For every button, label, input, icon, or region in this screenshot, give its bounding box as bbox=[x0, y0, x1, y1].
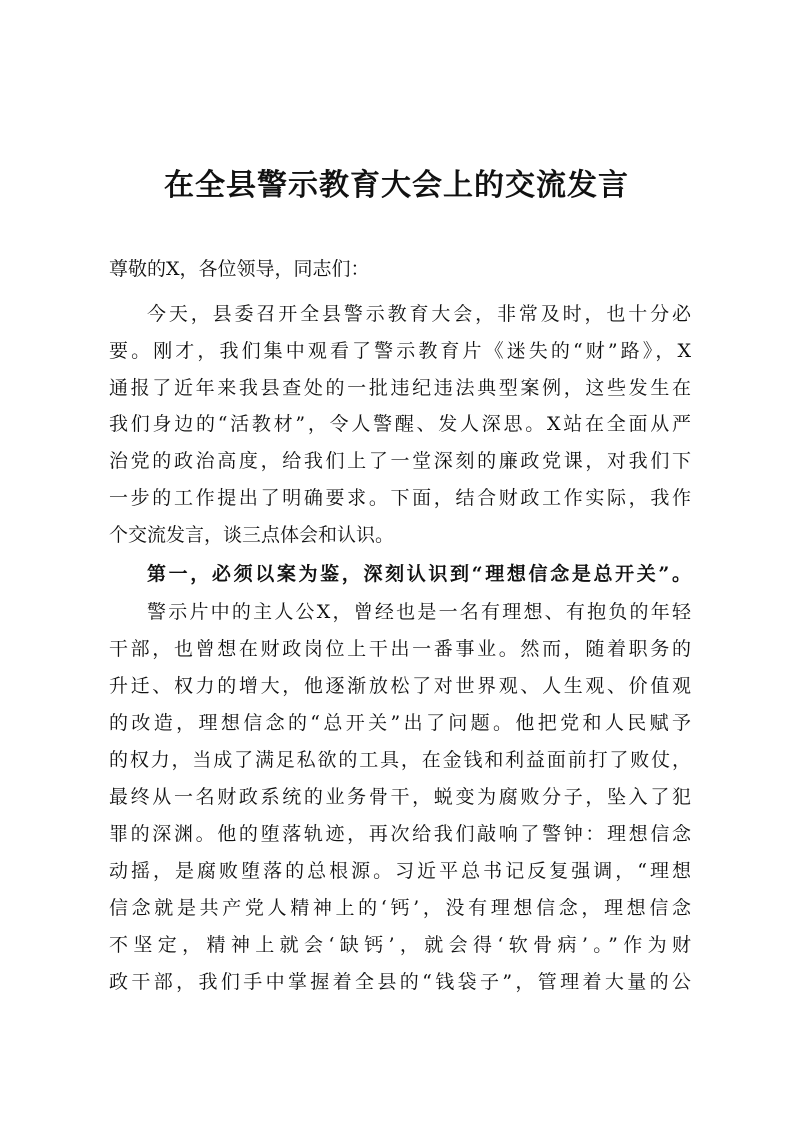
greeting: 尊敬的X，各位领导，同志们： bbox=[109, 258, 370, 280]
paragraph-line: 最终从一名财政系统的业务骨干，蜕变为腐败分子，坠入了犯 bbox=[109, 786, 691, 808]
paragraph-line: 的改造，理想信念的“总开关”出了问题。他把党和人民赋予 bbox=[109, 712, 691, 734]
paragraph-line: 今天，县委召开全县警示教育大会，非常及时，也十分必 bbox=[147, 303, 691, 325]
paragraph-line: 个交流发言，谈三点体会和认识。 bbox=[109, 524, 395, 546]
paragraph-line: 升迁、权力的增大，他逐渐放松了对世界观、人生观、价值观 bbox=[109, 675, 691, 697]
document-title: 在全县警示教育大会上的交流发言 bbox=[164, 168, 629, 203]
paragraph-line: 不坚定，精神上就会‘缺钙’，就会得‘软骨病’。”作为财 bbox=[109, 934, 691, 956]
paragraph-line: 我们身边的“活教材”，令人警醒、发人深思。X站在全面从严 bbox=[109, 413, 691, 435]
paragraph-line: 罪的深渊。他的堕落轨迹，再次给我们敲响了警钟：理想信念 bbox=[109, 823, 691, 845]
paragraph-line: 干部，也曾想在财政岗位上干出一番事业。然而，随着职务的 bbox=[109, 638, 691, 660]
paragraph-line: 动摇，是腐败堕落的总根源。习近平总书记反复强调，“理想 bbox=[109, 860, 691, 882]
paragraph-line: 通报了近年来我县查处的一批违纪违法典型案例，这些发生在 bbox=[109, 377, 691, 399]
paragraph-line: 一步的工作提出了明确要求。下面，结合财政工作实际，我作 bbox=[109, 487, 691, 509]
paragraph-line: 政干部，我们手中掌握着全县的“钱袋子”，管理着大量的公 bbox=[109, 971, 691, 993]
paragraph-line: 要。刚才，我们集中观看了警示教育片《迷失的“财”路》，X bbox=[109, 340, 691, 362]
paragraph-line: 治党的政治高度，给我们上了一堂深刻的廉政党课，对我们下 bbox=[109, 450, 691, 472]
paragraph-line: 信念就是共产党人精神上的‘钙’，没有理想信念，理想信念 bbox=[109, 897, 691, 919]
paragraph-line: 的权力，当成了满足私欲的工具，在金钱和利益面前打了败仗， bbox=[109, 749, 691, 771]
paragraph-line: 警示片中的主人公X，曾经也是一名有理想、有抱负的年轻 bbox=[147, 601, 691, 623]
section-heading: 第一，必须以案为鉴，深刻认识到“理想信念是总开关”。 bbox=[147, 563, 691, 585]
